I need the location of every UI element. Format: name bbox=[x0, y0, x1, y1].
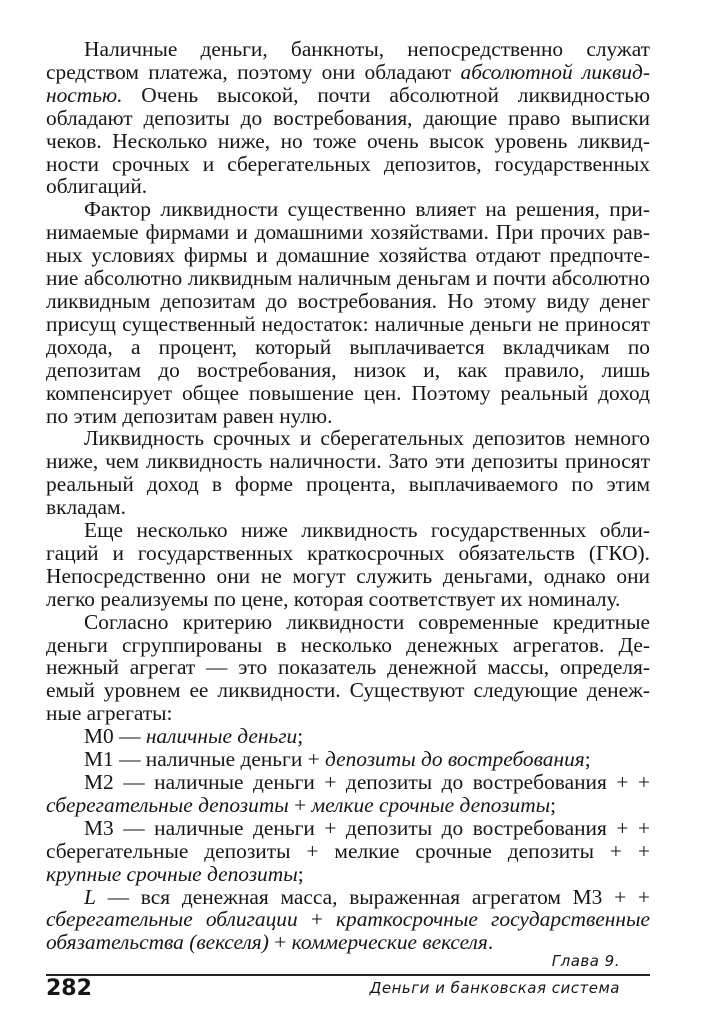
aggregate-m1-head: M1 — наличные деньги + bbox=[84, 747, 326, 772]
aggregate-m2-tail: ; bbox=[550, 792, 557, 817]
aggregate-m1 bbox=[46, 748, 650, 771]
paragraph-government-bonds: Еще несколько ниже ликвидность государственных облигаций и государственных краткосрочных обязательств (ГКО). Непосредственно они не могут служить деньгами, однако они легко реализуемы по цене, которая соответствует их номиналу. bbox=[46, 518, 650, 611]
aggregate-m1-tail: ; bbox=[584, 747, 591, 772]
chapter-label: Глава 9. bbox=[551, 952, 620, 970]
aggregate-m3-tail: ; bbox=[297, 861, 304, 886]
aggregate-m0-tail: ; bbox=[297, 724, 304, 749]
aggregate-m2 bbox=[46, 771, 650, 817]
aggregate-m2-italic-2: мелкие срочные депозиты bbox=[311, 792, 551, 817]
aggregate-l bbox=[46, 886, 650, 955]
aggregate-l-italic-3: коммерческие векселя bbox=[291, 930, 488, 955]
paragraph-time-deposits: Ликвидность срочных и сберегательных депозитов немного ниже, чем ликвидность наличности. Зато эти депозиты приносят реальный доход в форме процента, выплачиваемого по этим вкладам. bbox=[46, 426, 650, 520]
aggregate-m3 bbox=[46, 817, 650, 886]
aggregate-m2-head: М2 — наличные деньги + депозиты до востребования + + bbox=[84, 770, 650, 794]
aggregate-m0-head: М0 — bbox=[84, 724, 146, 749]
aggregate-l-tail: . bbox=[487, 930, 494, 955]
aggregate-m0 bbox=[46, 725, 650, 748]
paragraph-1-italic: абсолютной ликвидностью. bbox=[46, 59, 650, 107]
aggregate-l-mid-1: — вся денежная масса, выраженная агрегатом М3 + + bbox=[95, 884, 650, 909]
paragraph-liquidity-factor: Фактор ликвидности существенно влияет на решения, принимаемые фирмами и домашними хозяйствами. При прочих равных условиях фирмы и домашние хозяйства отдают предпочтение абсолютно ликвидным наличным деньгам и почти абсолютно ликвидным депозитам до востребования. Но этому виду денег присущ существенный недостаток: наличные деньги не приносят дохода, а процент, который выплачивается вкладчикам по депозитам до востребования, низок и, как правило, лишь компенсирует общее повышение цен. Поэтому реальный доход по этим депозитам равен нулю. bbox=[46, 197, 650, 428]
aggregate-l-mid-3: + bbox=[268, 930, 292, 955]
aggregate-l-italic-1: сберегательные облигации bbox=[46, 907, 298, 932]
paragraph-cash-liquidity bbox=[46, 38, 650, 198]
aggregate-l-mid-2: + bbox=[297, 907, 337, 932]
page-body bbox=[46, 38, 650, 954]
aggregate-m2-italic-1: сберегательные депозиты bbox=[46, 792, 289, 817]
aggregate-m2-mid: + bbox=[288, 792, 312, 817]
paragraph-1-text-c: Очень высокой, почти абсолютной ликвидностью обладают депозиты до востребования, дающие право выписки чеков. Несколько ниже, но тоже очень высок уровень ликвидности срочных и сберегательных депозитов, государственных облигаций. bbox=[46, 82, 650, 199]
aggregate-m3-head: М3 — наличные деньги + депозиты до востребования + + сберегательные депозиты + мелкие срочные депозиты + + bbox=[46, 815, 650, 863]
aggregate-m3-italic: крупные срочные депозиты bbox=[46, 861, 298, 886]
paragraph-1-text-a: Наличные деньги, банкноты, непосредственно служат средством платежа, поэтому они обладают bbox=[46, 37, 650, 84]
aggregate-l-head: L bbox=[84, 884, 96, 909]
aggregate-m1-italic: депозиты до востребования bbox=[325, 747, 585, 772]
book-title: Деньги и банковская система bbox=[369, 979, 620, 997]
aggregate-m0-italic: наличные деньги bbox=[145, 724, 298, 749]
paragraph-money-aggregates: Согласно критерию ликвидности современные кредитные деньги сгруппированы в несколько денежных агрегатов. Денежный агрегат — это показатель денежной массы, определяемый уровнем ее ликвидности. Существуют следующие денежные агрегаты: bbox=[46, 609, 650, 726]
footer-rule bbox=[46, 974, 650, 976]
page-number: 282 bbox=[46, 976, 92, 1001]
aggregate-l-italic-2: краткосрочные государственные обязательства (векселя) bbox=[46, 907, 650, 955]
